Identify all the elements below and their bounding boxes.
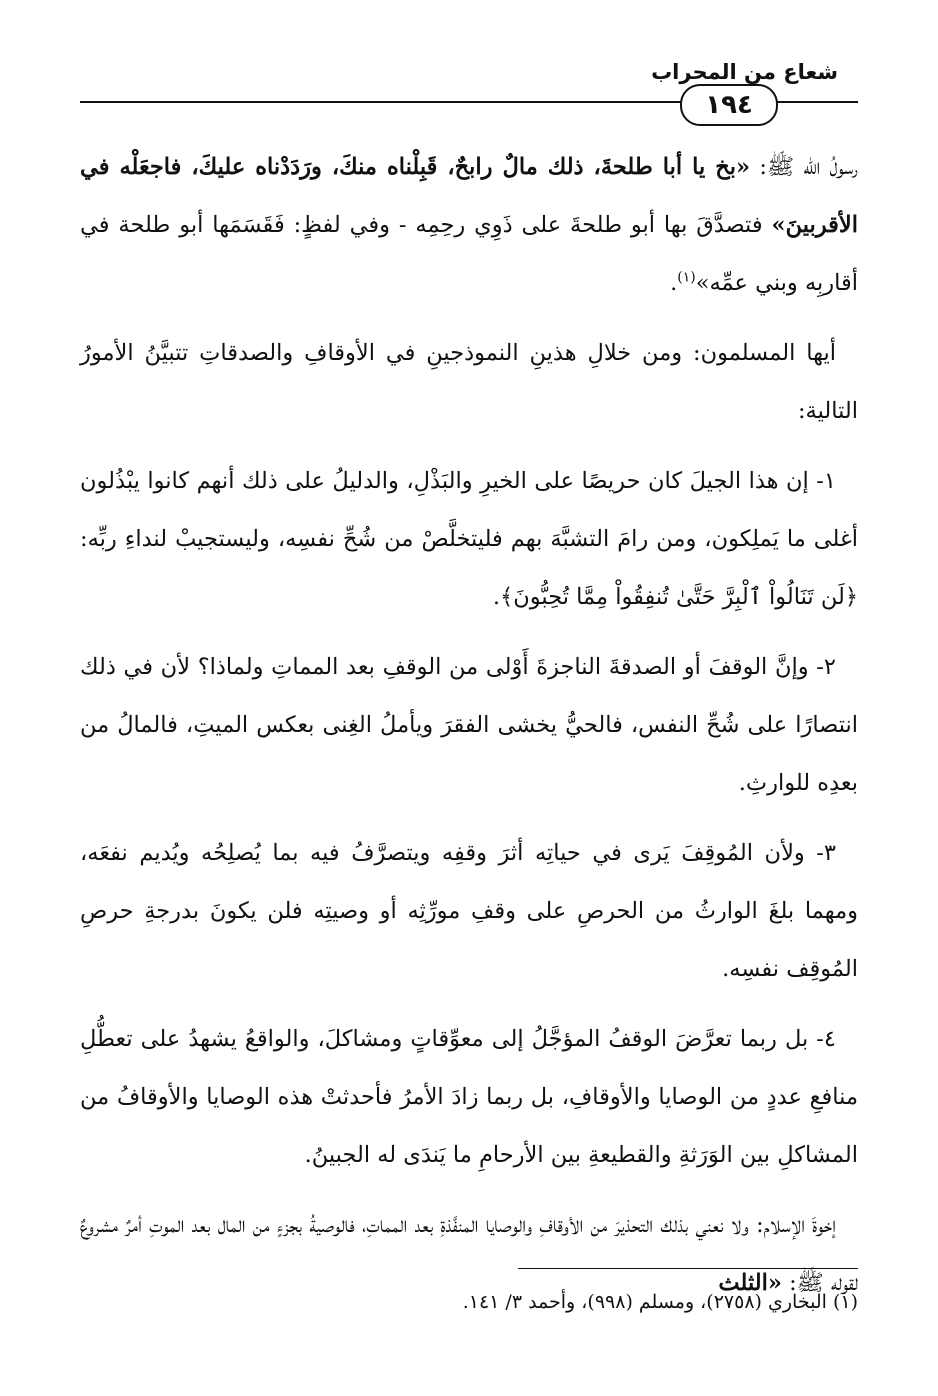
paragraph-4 bbox=[80, 638, 858, 812]
text-segment: ٢- وإنَّ الوقفَ أو الصدقةَ الناجزةَ أَوْلى من الوقفِ بعد المماتِ ولماذا؟ لأن في ذلك انتصارًا على شُحِّ النفس، فالحيُّ يخشى الفقرَ ويأملُ الغِنى بعكس الميتِ، فالمالُ من بعدِه للوارثِ. bbox=[80, 654, 858, 796]
text-segment: فتصدَّقَ بها أبو طلحةَ على ذَوِي رحِمِه - وفي لفظٍ: فَقَسَمَها أبو طلحة في أقاربِه وبني عمِّه» bbox=[80, 212, 858, 296]
text-segment: أيها المسلمون: ومن خلالِ هذينِ النموذجينِ في الأوقافِ والصدقاتِ تتبيَّنُ الأمورُ التالية: bbox=[80, 340, 858, 424]
text-segment: ٤- بل ربما تعرَّضَ الوقفُ المؤجَّلُ إلى معوِّقاتٍ ومشاكلَ، والواقعُ يشهدُ على تعطُّلِ منافعِ عددٍ من الوصايا والأوقافِ، بل ربما زادَ الأمرُ فأحدثتْ هذه الوصايا والأوقافُ من المشاكلِ بين الوَرَثةِ والقطيعةِ بين الأرحامِ ما يَندَى له الجبينُ. bbox=[80, 1026, 858, 1168]
footnote-1: (١) البخاري (٢٧٥٨)، ومسلم (٩٩٨)، وأحمد ٣/ ١٤١. bbox=[462, 1291, 858, 1313]
text-segment: رسولُ الله ﷺ: bbox=[750, 154, 859, 180]
main-text bbox=[80, 138, 858, 1324]
footnote-separator bbox=[518, 1268, 858, 1269]
paragraph-6 bbox=[80, 1010, 858, 1184]
text-segment: . bbox=[670, 270, 678, 296]
page-number: ١٩٤ bbox=[680, 84, 778, 126]
running-title: شعاع من المحراب bbox=[651, 60, 838, 84]
text-segment: ١- إن هذا الجيلَ كان حريصًا على الخيرِ والبَذْلِ، والدليلُ على ذلك أنهم كانوا يبْذُلون أغلى ما يَملِكون، ومن رامَ التشبَّهَ بهم فليتخلَّصْ من شُحِّ نفسِه، وليستجيبْ لنداءِ ربِّه: ﴿لَن تَنَالُواْ ٱلْبِرَّ حَتَّىٰ تُنفِقُواْ مِمَّا تُحِبُّونَ﴾. bbox=[80, 468, 858, 610]
paragraph-5 bbox=[80, 824, 858, 998]
text-segment: إخوةَ الإسلام: ولا نعني بذلك التحذيرَ من الأوقافِ والوصايا المنفَّذةِ بعد المماتِ، فالوصيةُ بجزءٍ من المال بعد الموتِ أمرٌ مشروعٌ لقوله ﷺ: bbox=[80, 1212, 858, 1296]
text-segment: ٣- ولأن المُوقِفَ يَرى في حياتِه أثرَ وقفِه ويتصرَّفُ فيه بما يُصلِحُه ويُديم نفعَه، ومهما بلغَ الوارثُ من الحرصِ على وقفِ مورِّثِه أو وصيتِه فلن يكونَ بدرجةِ حرصِ المُوقِف نفسِه. bbox=[80, 840, 858, 982]
footnote-reference: (١) bbox=[677, 269, 696, 286]
paragraph-1 bbox=[80, 138, 858, 312]
paragraph-3 bbox=[80, 452, 858, 626]
paragraph-2 bbox=[80, 324, 858, 440]
hadith-quote: «بخ يا أبا طلحةَ، ذلك مالٌ رابحٌ، قَبِلْناه منكَ، ورَدَدْناه عليكَ، فاجعَلْه في الأقربينَ» bbox=[80, 154, 858, 238]
hadith-quote: «الثلث bbox=[718, 1270, 782, 1296]
